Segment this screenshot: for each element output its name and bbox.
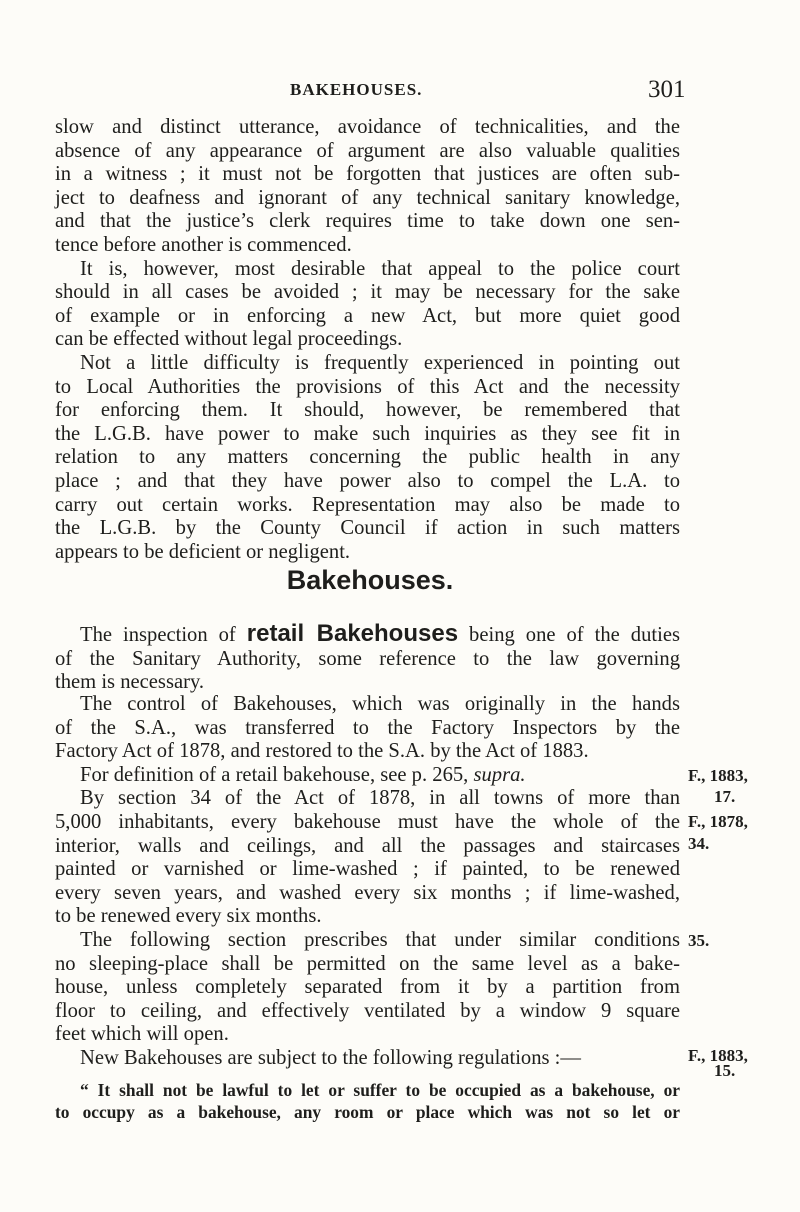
text-line: floor to ceiling, and effectively ventilated by a window 9 square [55,999,680,1022]
margin-note-line: 15. [714,1061,736,1080]
italic-supra: supra. [473,763,526,786]
text-line: ject to deafness and ignorant of any technical sanitary knowledge, [55,186,680,209]
text-line: and that the justice’s clerk requires time to take down one sen- [55,210,680,233]
text-line: to Local Authorities the provisions of this Act and the necessity [55,375,680,398]
statute-quotation [55,1079,680,1123]
paragraph-new-bakehouses [55,1047,680,1071]
text-line: The control of Bakehouses, which was originally in the hands [80,693,680,715]
text-line: them is necessary. [55,671,205,694]
text-line: the L.G.B. have power to make such inquiries as they see fit in [55,422,680,445]
paragraph-witness-qualities [55,116,680,258]
margin-note-f-1883-17 [688,766,748,806]
text-line: in a witness ; it must not be forgotten that justices are often sub- [55,163,680,186]
text-run: being one of the duties [458,624,680,646]
text-line: interior, walls and ceilings, and all the passages and staircases [55,834,680,857]
text-line: “ It shall not be lawful to let or suffer to be occupied as a bakehouse, or [80,1080,680,1100]
text-line: absence of any appearance of argument are also valuable qualities [55,139,680,162]
text-line: should in all cases be avoided ; it may be necessary for the sake [55,281,680,304]
text-line: can be effected without legal proceedings. [55,328,403,351]
text-line [55,764,680,788]
text-line: relation to any matters concerning the public health in any [55,446,680,469]
section-heading-text: Bakehouses. [286,565,454,595]
text-line: house, unless completely separated from it by a partition from [55,976,680,999]
text-line: appears to be deficient or negligent. [55,540,351,563]
text-line: the L.G.B. by the County Council if action in such matters [55,517,680,540]
text-line: 5,000 inhabitants, every bakehouse must have the whole of the [55,810,680,833]
text-line: every seven years, and washed every six months ; if lime-washed, [55,881,680,904]
text-line: no sleeping-place shall be permitted on the same level as a bake- [55,952,680,975]
text-line: New Bakehouses are subject to the following regulations :— [80,1047,581,1069]
section-heading [0,565,800,596]
text-line: Factory Act of 1878, and restored to the S.A. by the Act of 1883. [55,740,589,763]
text-run: The inspection of [80,624,247,646]
paragraph-sleeping-place [55,929,680,1047]
paragraph-local-authorities [55,352,680,564]
text-line: carry out certain works. Representation may also be made to [55,493,680,516]
text-run: For definition of a retail bakehouse, see p. 265, [80,763,474,786]
text-line: for enforcing them. It should, however, be remembered that [55,399,680,422]
emphasis-retail-bakehouses: retail Bakehouses [246,620,459,647]
text-line: painted or varnished or lime-washed ; if painted, to be renewed [55,858,680,881]
text-line: slow and distinct utterance, avoidance of technicalities, and the [55,116,680,138]
text-line: By section 34 of the Act of 1878, in all towns of more than [80,787,680,810]
paragraph-police-court [55,258,680,352]
text-line: of the Sanitary Authority, some reference to the law governing [55,647,680,670]
text-line: place ; and that they have power also to compel the L.A. to [55,469,680,492]
text-line [55,622,680,648]
paragraph-control [55,693,680,764]
paragraph-inspection [55,622,680,695]
text-line: to be renewed every six months. [55,905,322,928]
running-title: BAKEHOUSES. [290,80,423,99]
margin-note-35 [688,931,709,950]
margin-note-f-1883-15 [688,1046,748,1080]
text-line: feet which will open. [55,1023,229,1046]
margin-note-line: 35. [688,931,710,950]
text-line: The following section prescribes that under similar conditions [80,929,680,951]
text-line: tence before another is commenced. [55,233,352,256]
text-line: It is, however, most desirable that appeal to the police court [80,257,680,280]
text-line: Not a little difficulty is frequently experienced in pointing out [80,352,680,374]
margin-note-line: F., 1883, [688,1046,748,1065]
margin-note-line: 17. [714,787,736,806]
paragraph-section-34 [55,787,680,929]
margin-note-line: F., 1883, [688,766,748,785]
paragraph-definition [55,764,680,788]
margin-note-f-1878-34 [688,812,748,853]
page-number: 301 [648,76,686,103]
margin-note-line: F., 1878, [688,812,748,831]
text-line: of the S.A., was transferred to the Factory Inspectors by the [55,716,680,739]
margin-note-line: 34. [688,834,710,853]
text-line: of example or in enforcing a new Act, but more quiet good [55,304,680,327]
text-line: to occupy as a bakehouse, any room or place which was not so let or [55,1102,680,1122]
